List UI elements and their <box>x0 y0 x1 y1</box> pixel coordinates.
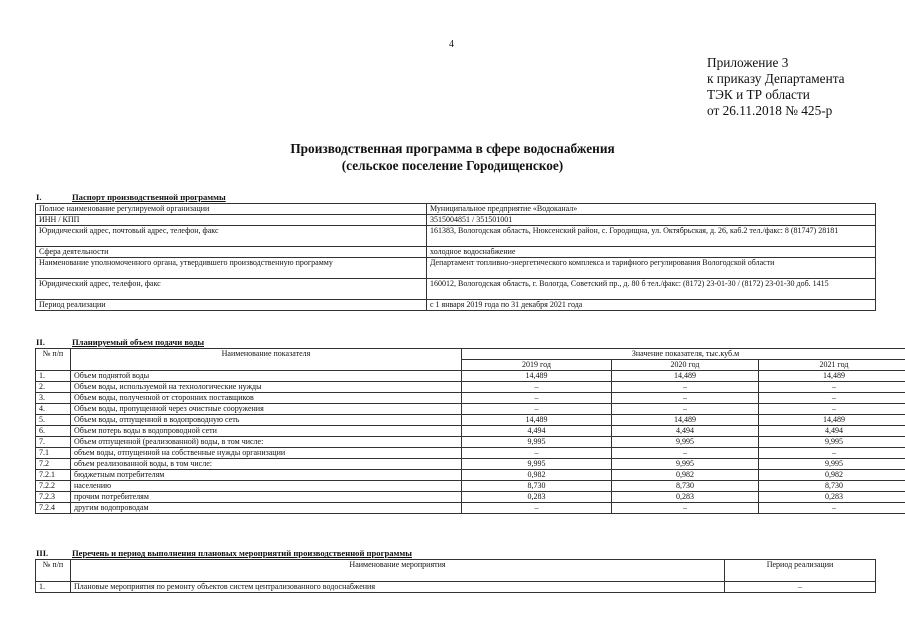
table-row <box>36 470 905 481</box>
table-row <box>36 492 905 503</box>
table-row <box>36 258 876 279</box>
section-1-number: I. <box>36 192 42 202</box>
table-row <box>36 448 905 459</box>
passport-value: Департамент топливно-энергетического комплекса и тарифного регулирования Вологодской области <box>427 258 876 279</box>
row-number: 3. <box>36 393 71 404</box>
indicator-name: прочим потребителям <box>71 492 462 503</box>
passport-label: Юридический адрес, почтовый адрес, телефон, факс <box>36 226 427 247</box>
indicator-value: – <box>612 382 759 393</box>
section-2-number: II. <box>36 337 45 347</box>
table-row <box>36 393 905 404</box>
indicator-name: другим водопроводам <box>71 503 462 514</box>
table-row <box>36 279 876 300</box>
indicator-name: объем реализованной воды, в том числе: <box>71 459 462 470</box>
passport-value: холодное водоснабжение <box>427 247 876 258</box>
table-row <box>36 426 905 437</box>
measures-table <box>35 559 876 593</box>
col-header-year: 2020 год <box>612 360 759 371</box>
indicator-value: 0,982 <box>759 470 905 481</box>
passport-label: Юридический адрес, телефон, факс <box>36 279 427 300</box>
table-row <box>36 226 876 247</box>
row-number: 5. <box>36 415 71 426</box>
indicator-value: – <box>462 382 612 393</box>
measure-name: Плановые мероприятия по ремонту объектов систем централизованного водоснабжения <box>71 582 725 593</box>
passport-value: Муниципальное предприятие «Водоканал» <box>427 204 876 215</box>
row-number: 1. <box>36 371 71 382</box>
indicator-value: 9,995 <box>462 459 612 470</box>
row-number: 7.1 <box>36 448 71 459</box>
indicator-name: Объем воды, используемой на технологические нужды <box>71 382 462 393</box>
section-3-heading <box>36 548 412 558</box>
passport-label: ИНН / КПП <box>36 215 427 226</box>
indicator-value: 14,489 <box>612 415 759 426</box>
row-number: 6. <box>36 426 71 437</box>
indicator-value: 9,995 <box>612 459 759 470</box>
indicator-value: – <box>462 448 612 459</box>
measure-period: – <box>725 582 876 593</box>
indicator-value: – <box>759 393 905 404</box>
col-header-num: № п/п <box>36 349 71 371</box>
indicator-value: 0,982 <box>612 470 759 481</box>
indicator-value: – <box>759 448 905 459</box>
indicator-value: 4,494 <box>462 426 612 437</box>
appendix-line: от 26.11.2018 № 425-р <box>707 103 833 118</box>
document-title: Производственная программа в сфере водоснабжения <box>290 141 615 156</box>
col-header-value-group: Значение показателя, тыс.куб.м <box>462 349 905 360</box>
row-number: 7.2.2 <box>36 481 71 492</box>
table-row <box>36 300 876 311</box>
section-3-title: Перечень и период выполнения плановых мероприятий производственной программы <box>72 548 412 558</box>
indicator-value: 0,283 <box>759 492 905 503</box>
col-header-year: 2019 год <box>462 360 612 371</box>
row-number: 2. <box>36 382 71 393</box>
indicator-value: 14,489 <box>462 415 612 426</box>
passport-label: Период реализации <box>36 300 427 311</box>
indicator-value: 4,494 <box>759 426 905 437</box>
indicator-value: 4,494 <box>612 426 759 437</box>
indicator-value: – <box>759 404 905 415</box>
appendix-line: ТЭК и ТР области <box>707 87 810 102</box>
passport-label: Полное наименование регулируемой организации <box>36 204 427 215</box>
indicator-name: Объем воды, отпущенной в водопроводную сеть <box>71 415 462 426</box>
passport-label: Наименование уполномоченного органа, утвердившего производственную программу <box>36 258 427 279</box>
indicator-value: – <box>612 404 759 415</box>
row-number: 7.2.1 <box>36 470 71 481</box>
indicator-value: 8,730 <box>462 481 612 492</box>
indicator-value: – <box>462 503 612 514</box>
section-2-title: Планируемый объем подачи воды <box>72 337 205 347</box>
indicator-value: – <box>612 448 759 459</box>
col-header-measure: Наименование мероприятия <box>71 560 725 582</box>
indicator-value: 9,995 <box>759 459 905 470</box>
indicator-name: Объем потерь воды в водопроводной сети <box>71 426 462 437</box>
table-row <box>36 382 905 393</box>
indicator-name: Объем воды, пропущенной через очистные сооружения <box>71 404 462 415</box>
col-header-name: Наименование показателя <box>71 349 462 371</box>
passport-value: 3515004851 / 351501001 <box>427 215 876 226</box>
indicator-value: 9,995 <box>759 437 905 448</box>
passport-value: 161383, Вологодская область, Нюксенский район, с. Городищна, ул. Октябрьская, д. 26, каб.2 тел./факс: 8 (81747) 28181 <box>427 226 876 247</box>
table-row <box>36 404 905 415</box>
section-1-heading <box>36 192 226 202</box>
section-3-number: III. <box>36 548 49 558</box>
indicator-value: – <box>759 503 905 514</box>
col-header-year: 2021 год <box>759 360 905 371</box>
row-number: 7.2.4 <box>36 503 71 514</box>
passport-value: 160012, Вологодская область, г. Вологда, Советский пр., д. 80 б тел./факс: (8172) 23-01-30 / (8172) 23-01-30 доб. 1415 <box>427 279 876 300</box>
indicator-value: – <box>462 393 612 404</box>
indicator-value: 9,995 <box>612 437 759 448</box>
document-subtitle: (сельское поселение Городищенское) <box>341 158 564 173</box>
table-row <box>36 204 876 215</box>
row-number: 7.2 <box>36 459 71 470</box>
page-number: 4 <box>449 39 454 50</box>
indicator-value: 14,489 <box>759 415 905 426</box>
indicator-value: 8,730 <box>759 481 905 492</box>
indicator-name: Объем воды, полученной от сторонних поставщиков <box>71 393 462 404</box>
table-row <box>36 459 905 470</box>
indicator-value: 9,995 <box>462 437 612 448</box>
indicator-name: объем воды, отпущенной на собственные нужды организации <box>71 448 462 459</box>
indicator-value: 0,982 <box>462 470 612 481</box>
table-row <box>36 215 876 226</box>
table-row <box>36 247 876 258</box>
water-volume-table <box>35 348 905 514</box>
table-row <box>36 415 905 426</box>
indicator-value: 14,489 <box>612 371 759 382</box>
col-header-num: № п/п <box>36 560 71 582</box>
row-number: 7.2.3 <box>36 492 71 503</box>
section-1-title: Паспорт производственной программы <box>72 192 226 202</box>
passport-table <box>35 203 876 311</box>
table-row <box>36 582 876 593</box>
appendix-line: Приложение 3 <box>707 55 789 70</box>
indicator-value: 0,283 <box>462 492 612 503</box>
indicator-name: населению <box>71 481 462 492</box>
indicator-value: 8,730 <box>612 481 759 492</box>
indicator-name: Объем отпущенной (реализованной) воды, в том числе: <box>71 437 462 448</box>
indicator-value: 14,489 <box>759 371 905 382</box>
passport-value: с 1 января 2019 года по 31 декабря 2021 года <box>427 300 876 311</box>
appendix-line: к приказу Департамента <box>707 71 845 86</box>
row-number: 7. <box>36 437 71 448</box>
passport-label: Сфера деятельности <box>36 247 427 258</box>
indicator-value: – <box>462 404 612 415</box>
indicator-name: Объем поднятой воды <box>71 371 462 382</box>
table-row <box>36 371 905 382</box>
appendix-block <box>707 55 845 119</box>
table-row <box>36 503 905 514</box>
indicator-value: – <box>612 393 759 404</box>
section-2-heading <box>36 337 204 347</box>
row-number: 4. <box>36 404 71 415</box>
row-number: 1. <box>36 582 71 593</box>
table-row <box>36 481 905 492</box>
col-header-period: Период реализации <box>725 560 876 582</box>
indicator-value: 0,283 <box>612 492 759 503</box>
indicator-value: 14,489 <box>462 371 612 382</box>
table-row <box>36 437 905 448</box>
indicator-value: – <box>759 382 905 393</box>
indicator-value: – <box>612 503 759 514</box>
indicator-name: бюджетным потребителям <box>71 470 462 481</box>
